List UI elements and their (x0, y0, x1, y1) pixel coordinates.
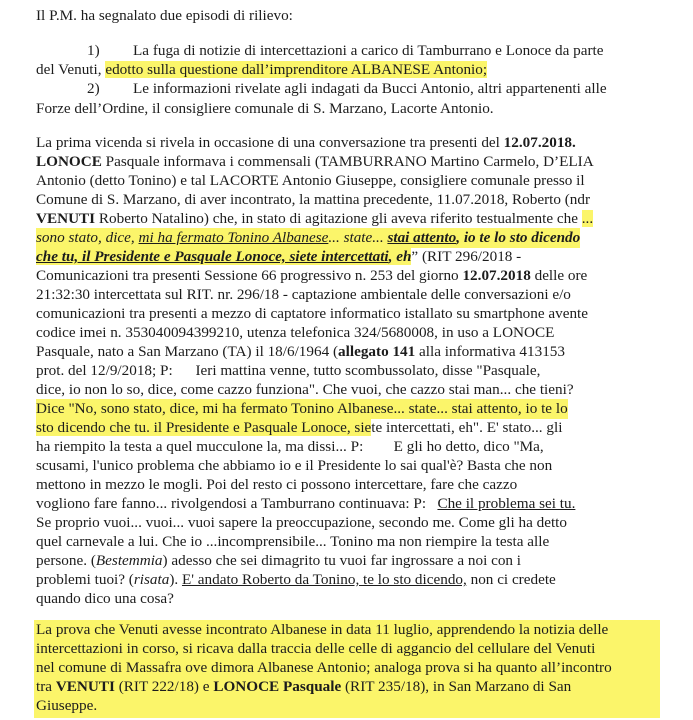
p1-line: Comunicazioni tra presenti Sessione 66 progressivo n. 253 del giorno 12.07.2018 delle ore (36, 267, 588, 284)
p2-line: nel comune di Massafra ove dimora Albanese Antonio; analoga prova si ha quanto all’incontro (36, 659, 612, 676)
p1-line: ha riempito la testa a quel mucculone la, ma dissi... P: E gli ho detto, dico "Ma, (36, 438, 544, 455)
highlight-albanese: edotto sulla questione dall’imprenditore ALBANESE Antonio; (105, 61, 488, 78)
p1-line: vogliono fare fanno... rivolgendosi a Tamburrano continuava: P: Che il problema sei tu. (36, 495, 576, 512)
p1-line: 21:32:30 intercettata sul RIT. nr. 296/18 - captazione ambientale delle conversazioni e/o (36, 286, 571, 303)
intro-text: Il P.M. ha segnalato due episodi di rilievo: (36, 7, 293, 24)
p1-line: persone. (Bestemmia) adesso che sei dimagrito tu vuoi far ingrossare a noi con i (36, 552, 522, 569)
p1-line: comunicazioni tra presenti a mezzo di captatore informatico istallato su smartphone avente (36, 305, 589, 322)
quote-highlighted-line: Dice "No, sono stato, dice, mi ha fermato Tonino Albanese... state... stai attento, io te lo (36, 400, 568, 417)
p1-line: quel carnevale a lui. Che io ...incomprensibile... Tonino ma non riempire la testa alle (36, 533, 550, 550)
list-item-2-continuation: Forze dell’Ordine, il consigliere comunale di S. Marzano, Lacorte Antonio. (36, 100, 494, 117)
p1-line: Pasquale, nato a San Marzano (TA) il 18/6/1964 (allegato 141 alla informativa 413153 (36, 343, 565, 360)
list-item-2-text: Le informazioni rivelate agli indagati da Bucci Antonio, altri appartenenti alle (133, 80, 607, 97)
list-item-2-number: 2) (87, 80, 100, 97)
p1-line: dice, io non lo so, dice, come cazzo funziona". Che vuoi, che cazzo stai man... che tieni? (36, 381, 574, 398)
p1-line: Se proprio vuoi... vuoi... vuoi sapere la preoccupazione, secondo me. Come gli ha detto (36, 514, 567, 531)
p1-line: LONOCE Pasquale informava i commensali (TAMBURRANO Martino Carmelo, D’ELIA (36, 153, 594, 170)
list-item-1 (133, 41, 657, 61)
list-item-1-text: La fuga di notizie di intercettazioni a carico di Tamburrano e Lonoce da parte (133, 42, 604, 59)
quote-highlighted-line: sono stato, dice, mi ha fermato Tonino Albanese... state... stai attento, io te lo sto dicendo (36, 229, 581, 246)
list-item-1-continuation: del Venuti, edotto sulla questione dall’imprenditore ALBANESE Antonio; (36, 61, 488, 78)
p1-line: quando dico una cosa? (36, 590, 174, 607)
p2-line: Giuseppe. (36, 697, 98, 714)
p1-line: La prima vicenda si rivela in occasione di una conversazione tra presenti del 12.07.2018. (36, 134, 576, 151)
p1-line: VENUTI Roberto Natalino) che, in stato di agitazione gli aveva riferito testualmente che ... (36, 210, 594, 227)
quote-highlighted-line: sto dicendo che tu. il Presidente e Pasquale Lonoce, siete intercettati, eh". E' stato... gli (36, 419, 563, 436)
list-item-1-number: 1) (87, 42, 100, 59)
p1-line: Comune di S. Marzano, di aver incontrato, la mattina precedente, 11.07.2018, Roberto (ndr (36, 191, 591, 208)
p1-line: mettono in mezzo le mogli. Poi del resto ci possono intercettare, fare che cazzo (36, 476, 518, 493)
p1-line: codice imei n. 353040094399210, utenza telefonica 324/5680008, in uso a LONOCE (36, 324, 555, 341)
p1-line: problemi tuoi? (risata). E' andato Roberto da Tonino, te lo sto dicendo, non ci credete (36, 571, 556, 588)
p2-line: La prova che Venuti avesse incontrato Albanese in data 11 luglio, apprendendo la notizia delle (36, 621, 609, 638)
p2-line: tra VENUTI (RIT 222/18) e LONOCE Pasquale (RIT 235/18), in San Marzano di San (36, 678, 572, 695)
quote-highlighted-line: che tu, il Presidente e Pasquale Lonoce, siete intercettati, eh” (RIT 296/2018 - (36, 248, 522, 265)
p1-line: prot. del 12/9/2018; P: Ieri mattina venne, tutto scombussolato, disse "Pasquale, (36, 362, 541, 379)
p2-line: intercettazioni in corso, si ricava dalla traccia delle celle di aggancio del cellulare del Venuti (36, 640, 596, 657)
p1-line: scusami, l'unico problema che abbiamo io e il Presidente lo sai qual'è? Basta che non (36, 457, 553, 474)
p1-line: Antonio (detto Tonino) e tal LACORTE Antonio Giuseppe, consigliere comunale presso il (36, 172, 585, 189)
